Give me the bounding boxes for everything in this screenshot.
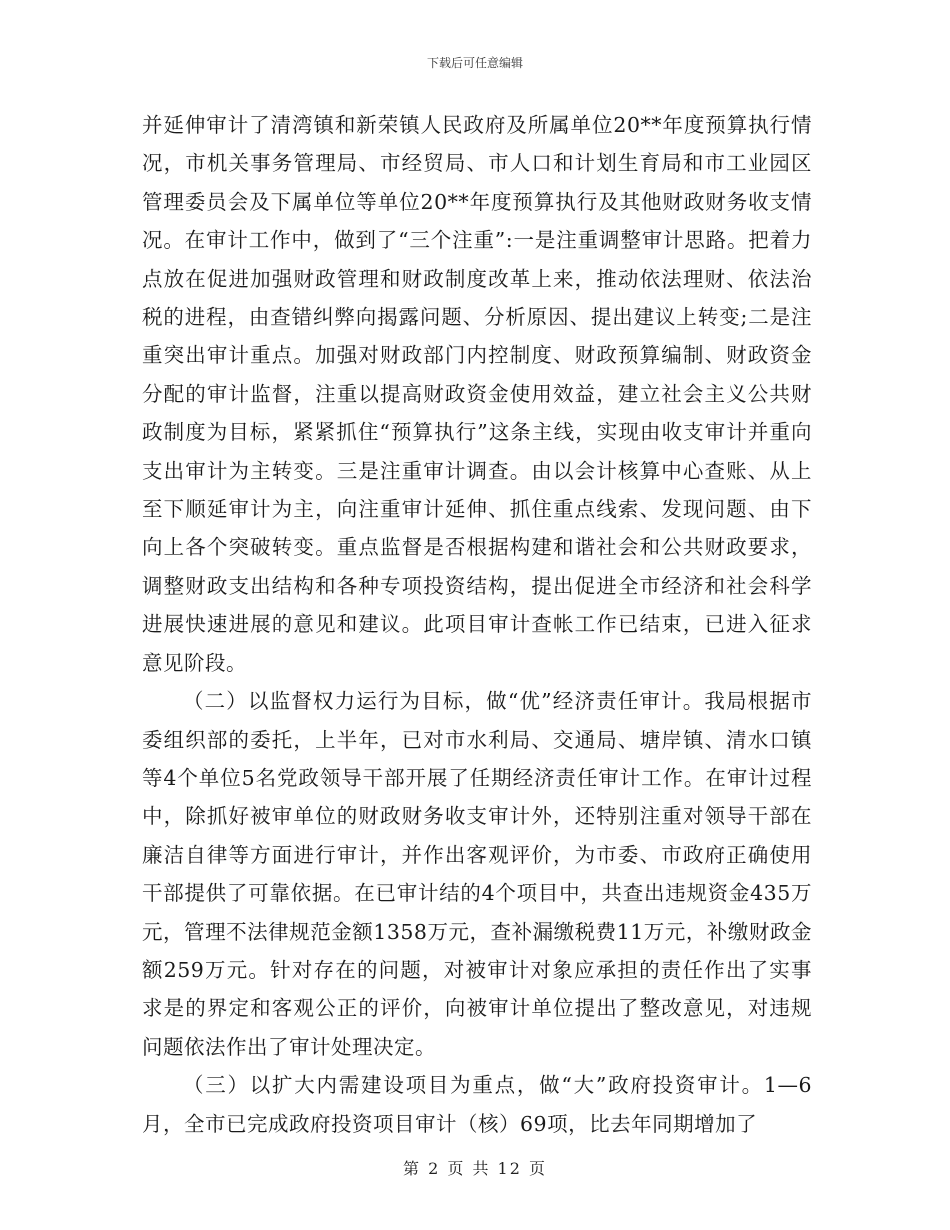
page-footer: 第 2 页 共 12 页 [403,1159,547,1178]
paragraph-continuation: 并延伸审计了清湾镇和新荣镇人民政府及所属单位20**年度预算执行情况，市机关事务管理局、市经贸局、市人口和计划生育局和市工业园区管理委员会及下属单位等单位20**年度预算执行及其他财政财务收支情况。在审计工作中，做到了“三个注重”:一是注重调整审计思路。把着力点放在促进加强财政管理和财政制度改革上来，推动依法理财、依法治税的进程，由查错纠弊向揭露问题、分析原因、提出建议上转变;二是注重突出审计重点。加强对财政部门内控制度、财政预算编制、财政资金分配的审计监督，注重以提高财政资金使用效益，建立社会主义公共财政制度为目标，紧紧抓住“预算执行”这条主线，实现由收支审计并重向支出审计为主转变。三是注重审计调查。由以会计核算中心查账、从上至下顺延审计为主，向注重审计延伸、抓住重点线索、发现问题、由下向上各个突破转变。重点监督是否根据构建和谐社会和公共财政要求，调整财政支出结构和各种专项投资结构，提出促进全市经济和社会科学进展快速进展的意见和建议。此项目审计查帐工作已结束，已进入征求意见阶段。 [142,113,812,675]
page-header: 下载后可任意编辑 [426,56,523,70]
paragraph-economic-responsibility-audit: （二）以监督权力运行为目标，做“优”经济责任审计。我局根据市委组织部的委托，上半年，已对市水利局、交通局、塘岸镇、清水口镇等4个单位5名党政领导干部开展了任期经济责任审计工作。在审计过程中，除抓好被审单位的财政财务收支审计外，还特别注重对领导干部在廉洁自律等方面进行审计，并作出客观评价，为市委、市政府正确使用干部提供了可靠依据。在已审计结的4个项目中，共查出违规资金435万元，管理不法律规范金额1358万元，查补漏缴税费11万元，补缴财政金额259万元。针对存在的问题，对被审计对象应承担的责任作出了实事求是的界定和客观公正的评价，向被审计单位提出了整改意见，对违规问题依法作出了审计处理决定。 [142,689,812,1059]
paragraph-government-investment-audit: （三）以扩大内需建设项目为重点，做“大”政府投资审计。1—6月，全市已完成政府投资项目审计（核）69项，比去年同期增加了 [142,1073,812,1136]
document-body [142,106,812,1143]
